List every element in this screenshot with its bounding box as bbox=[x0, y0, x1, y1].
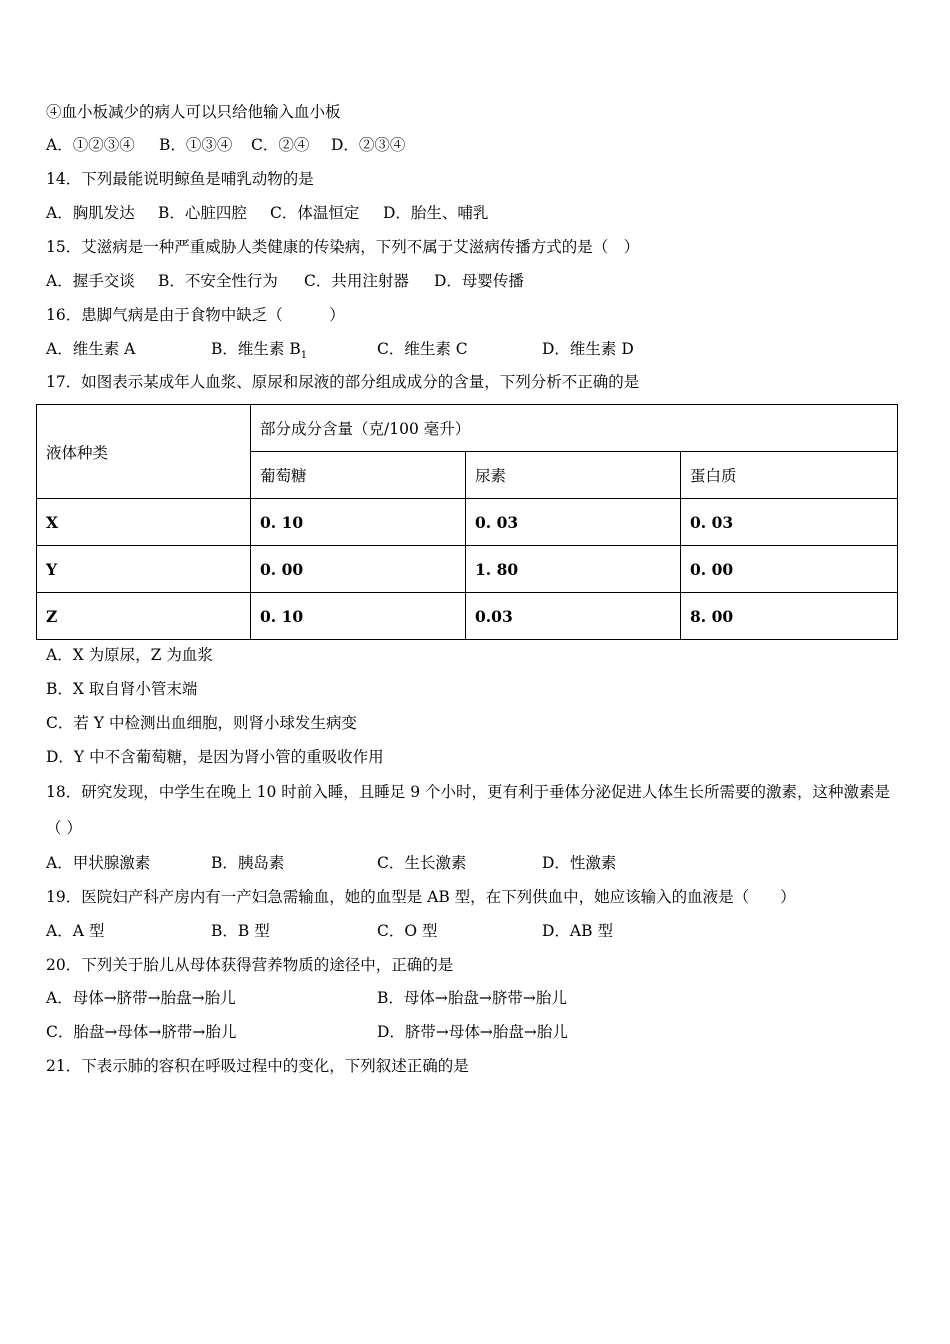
q17-stem: 17．如图表示某成年人血浆、原尿和尿液的部分组成成分的含量，下列分析不正确的是 bbox=[46, 373, 640, 391]
q17-option-b: B．X 取自肾小管末端 bbox=[46, 680, 198, 698]
q13-option-c: C．②④ bbox=[251, 136, 310, 154]
q18-option-c: C．生长激素 bbox=[377, 854, 467, 872]
q21-stem: 21．下表示肺的容积在呼吸过程中的变化，下列叙述正确的是 bbox=[46, 1057, 469, 1075]
table-cell: 0. 00 bbox=[681, 546, 898, 593]
q14-option-a: A．胸肌发达 bbox=[46, 204, 135, 222]
q20-option-b: B．母体→胎盘→脐带→胎儿 bbox=[377, 989, 567, 1007]
table-cell: 0. 03 bbox=[466, 499, 681, 546]
q13-options bbox=[46, 134, 405, 156]
table-cell: 0. 10 bbox=[251, 593, 466, 640]
q14-option-b: B．心脏四腔 bbox=[158, 204, 247, 222]
q19-option-c: C．O 型 bbox=[377, 922, 438, 940]
table-cell: 0. 03 bbox=[681, 499, 898, 546]
q20-options-row2 bbox=[46, 1021, 568, 1043]
q16-options bbox=[46, 338, 634, 367]
q17-option-a: A．X 为原尿，Z 为血浆 bbox=[46, 646, 213, 664]
q14-options bbox=[46, 202, 488, 224]
table-row bbox=[37, 546, 898, 593]
q15-options bbox=[46, 270, 524, 292]
q16-option-b bbox=[211, 338, 377, 367]
table-cell: 8. 00 bbox=[681, 593, 898, 640]
q19-option-b: B．B 型 bbox=[211, 922, 270, 940]
col-header-liquid-type: 液体种类 bbox=[37, 405, 251, 499]
q16-stem: 16．患脚气病是由于食物中缺乏（ ） bbox=[46, 306, 345, 324]
q18-option-b: B．胰岛素 bbox=[211, 854, 285, 872]
table-header-row bbox=[37, 405, 898, 452]
q16-option-a: A．维生素 A bbox=[46, 340, 136, 358]
group-header-content: 部分成分含量（克/100 毫升） bbox=[251, 405, 898, 452]
q17-option-c: C．若 Y 中检测出血细胞，则肾小球发生病变 bbox=[46, 714, 357, 732]
q15-option-b: B．不安全性行为 bbox=[158, 272, 278, 290]
q20-option-c: C．胎盘→母体→脐带→胎儿 bbox=[46, 1023, 237, 1041]
q18-option-d: D．性激素 bbox=[542, 854, 617, 872]
q17-option-d: D．Y 中不含葡萄糖，是因为肾小管的重吸收作用 bbox=[46, 748, 384, 766]
q19-option-a: A．A 型 bbox=[46, 922, 105, 940]
q14-option-c: C．体温恒定 bbox=[270, 204, 360, 222]
q16-option-c: C．维生素 C bbox=[377, 340, 468, 358]
q19-stem: 19．医院妇产科产房内有一产妇急需输血，她的血型是 AB 型，在下列供血中，她应该输入的血液是（ ） bbox=[46, 888, 796, 906]
q18-option-a: A．甲状腺激素 bbox=[46, 854, 151, 872]
q20-option-a: A．母体→脐带→胎盘→胎儿 bbox=[46, 989, 236, 1007]
q15-option-c: C．共用注射器 bbox=[304, 272, 409, 290]
row-label: Y bbox=[37, 546, 251, 593]
q15-option-d: D．母婴传播 bbox=[434, 272, 524, 290]
table-row bbox=[37, 593, 898, 640]
row-label: X bbox=[37, 499, 251, 546]
q13-item-4: ④血小板减少的病人可以只给他输入血小板 bbox=[46, 103, 341, 121]
q14-option-d: D．胎生、哺乳 bbox=[383, 204, 489, 222]
q20-options-row1 bbox=[46, 987, 567, 1009]
col-header-urea: 尿素 bbox=[466, 452, 681, 499]
q17-table bbox=[36, 404, 898, 640]
q18-stem: 18．研究发现，中学生在晚上 10 时前入睡，且睡足 9 个小时，更有利于垂体分泌促进人体生长所需要的激素，这种激素是（ ） bbox=[46, 783, 891, 837]
q13-option-a: A．①②③④ bbox=[46, 136, 135, 154]
q16-option-b-text: B．维生素 B bbox=[211, 340, 301, 358]
table-cell: 0. 00 bbox=[251, 546, 466, 593]
q19-option-d: D．AB 型 bbox=[542, 922, 613, 940]
col-header-glucose: 葡萄糖 bbox=[251, 452, 466, 499]
q14-stem: 14．下列最能说明鲸鱼是哺乳动物的是 bbox=[46, 170, 314, 188]
col-header-protein: 蛋白质 bbox=[681, 452, 898, 499]
q20-stem: 20．下列关于胎儿从母体获得营养物质的途径中，正确的是 bbox=[46, 956, 454, 974]
q20-option-d: D．脐带→母体→胎盘→胎儿 bbox=[377, 1023, 568, 1041]
table-cell: 0. 10 bbox=[251, 499, 466, 546]
q15-stem: 15．艾滋病是一种严重威胁人类健康的传染病，下列不属于艾滋病传播方式的是（ ） bbox=[46, 238, 640, 256]
q16-option-d: D．维生素 D bbox=[542, 340, 634, 358]
table-cell: 1. 80 bbox=[466, 546, 681, 593]
table-cell: 0.03 bbox=[466, 593, 681, 640]
q15-option-a: A．握手交谈 bbox=[46, 272, 135, 290]
table-row bbox=[37, 499, 898, 546]
q16-option-b-subscript: 1 bbox=[300, 350, 308, 362]
q13-option-d: D．②③④ bbox=[331, 136, 406, 154]
q13-option-b: B．①③④ bbox=[159, 136, 233, 154]
q18-options bbox=[46, 852, 616, 874]
row-label: Z bbox=[37, 593, 251, 640]
q19-options bbox=[46, 920, 613, 942]
